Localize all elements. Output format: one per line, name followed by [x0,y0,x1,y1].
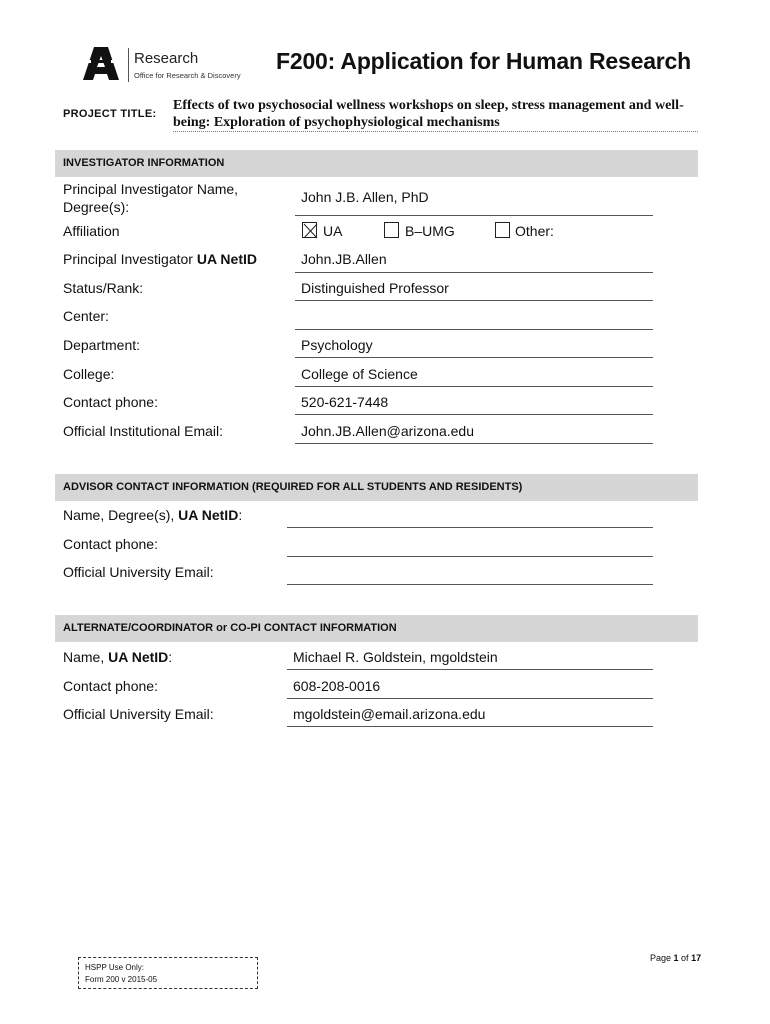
pi-phone-label: Contact phone: [63,394,158,410]
advisor-email-label: Official University Email: [63,564,214,580]
advisor-section-header: ADVISOR CONTACT INFORMATION (REQUIRED FOR ALL STUDENTS AND RESIDENTS) [55,474,698,501]
department-label: Department: [63,337,141,353]
pi-name-label-line2: Degree(s): [63,199,130,215]
investigator-section-header: INVESTIGATOR INFORMATION [55,150,698,177]
center-underline [295,329,653,330]
pi-phone-underline [295,414,653,415]
affiliation-other-label: Other: [515,223,554,239]
pi-netid-underline [295,272,653,273]
alternate-name-label: Name, UA NetID: [63,649,173,665]
pi-name-label-line1: Principal Investigator Name, [63,181,239,197]
alternate-phone-field[interactable]: 608-208-0016 [293,678,381,694]
affiliation-ua-checkbox[interactable] [302,222,317,238]
advisor-email-underline [287,584,653,585]
status-rank-field[interactable]: Distinguished Professor [301,280,449,296]
alternate-name-field[interactable]: Michael R. Goldstein, mgoldstein [293,649,498,665]
status-rank-label: Status/Rank: [63,280,144,296]
logo-research-text: Research [134,50,199,67]
alternate-email-underline [287,726,653,727]
pi-name-underline [295,215,653,216]
logo-divider [128,48,129,82]
alternate-phone-label: Contact phone: [63,678,158,694]
alternate-phone-underline [287,698,653,699]
pi-email-underline [295,443,653,444]
department-field[interactable]: Psychology [301,337,373,353]
pi-name-field[interactable]: John J.B. Allen, PhD [301,189,429,205]
affiliation-label: Affiliation [63,223,120,239]
form-version: Form 200 v 2015-05 [85,975,158,984]
advisor-phone-label: Contact phone: [63,536,158,552]
college-field[interactable]: College of Science [301,366,418,382]
affiliation-bumg-checkbox[interactable] [384,222,399,238]
pi-netid-label: Principal Investigator UA NetID [63,251,257,267]
department-underline [295,357,653,358]
checkbox-checked-x-icon [303,223,318,239]
hspp-use-only-box [78,957,258,989]
affiliation-other-checkbox[interactable] [495,222,510,238]
project-title-underline [173,131,698,132]
affiliation-bumg-label: B–UMG [405,223,455,239]
pi-email-field[interactable]: John.JB.Allen@arizona.edu [301,423,474,439]
affiliation-ua-label: UA [323,223,343,239]
logo-subtitle: Office for Research & Discovery [134,71,241,80]
alternate-name-underline [287,669,653,670]
college-underline [295,386,653,387]
alternate-email-label: Official University Email: [63,706,214,722]
pi-phone-field[interactable]: 520-621-7448 [301,394,389,410]
college-label: College: [63,366,115,382]
university-logo [82,46,241,86]
alternate-email-field[interactable]: mgoldstein@email.arizona.edu [293,706,486,722]
pi-netid-field[interactable]: John.JB.Allen [301,251,387,267]
hspp-label: HSPP Use Only: [85,963,144,972]
form-title: F200: Application for Human Research [276,48,691,74]
alternate-section-header: ALTERNATE/COORDINATOR or CO-PI CONTACT INFORMATION [55,615,698,642]
advisor-name-underline [287,527,653,528]
pi-email-label: Official Institutional Email: [63,423,224,439]
center-label: Center: [63,308,109,324]
page-number: Page 1 of 17 [650,953,702,963]
advisor-name-label: Name, Degree(s), UA NetID: [63,507,243,523]
status-rank-underline [295,300,653,301]
block-a-logo-icon [82,46,120,82]
project-title-field[interactable]: Effects of two psychosocial wellness workshops on sleep, stress management and well-being: Exploration of psychophysiological mechanisms [173,98,684,130]
project-title-label: PROJECT TITLE: [63,108,157,120]
advisor-phone-underline [287,556,653,557]
